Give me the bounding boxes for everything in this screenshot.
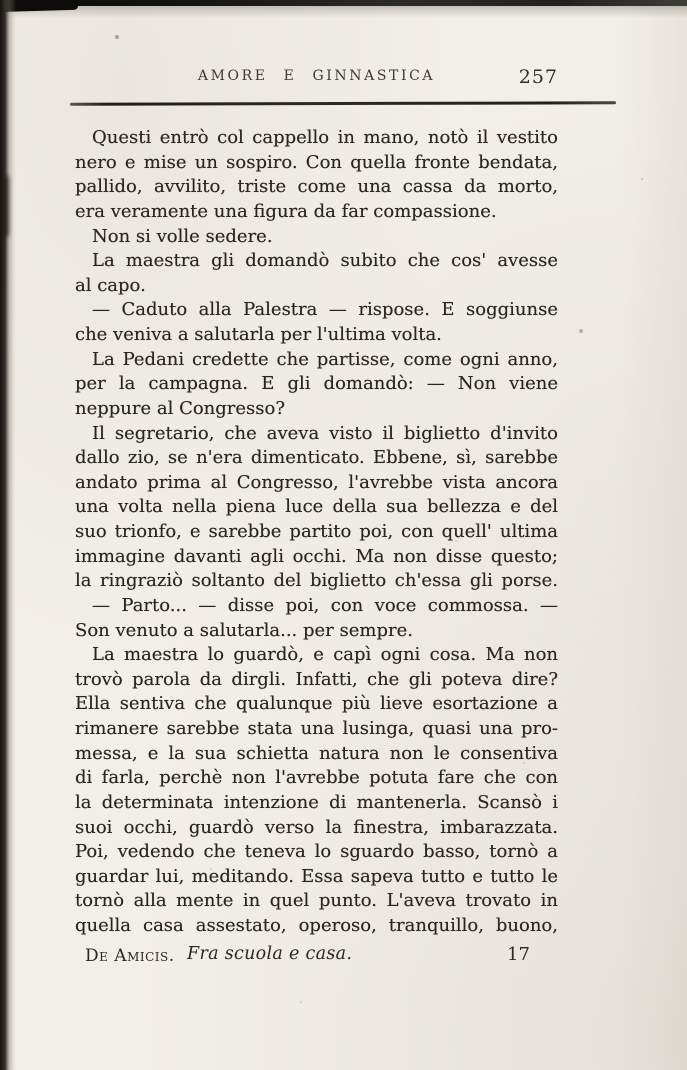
footer-work-title: Fra scuola e casa.	[187, 944, 353, 964]
text-line: La Pedani credette che partisse, come ogni anno,	[92, 348, 558, 370]
text-line: di farla, perchè non l'avrebbe potuta fare che con	[75, 767, 558, 789]
text-line: Son venuto a salutarla... per sempre.	[75, 619, 413, 641]
text-line: immagine davanti agli occhi. Ma non disse questo;	[75, 545, 558, 567]
text-line: Questi entrò col cappello in mano, notò il vestito	[92, 127, 558, 148]
header-rule	[70, 101, 616, 105]
text-line: neppure al Congresso?	[75, 397, 286, 419]
text-line: guardar lui, meditando. Essa sapeva tutto e tutto le	[75, 865, 558, 887]
text-line: quella casa assestato, operoso, tranquillo, buono,	[75, 915, 558, 936]
text-line: messa, e la sua schietta natura non le consentiva	[75, 742, 558, 764]
page-number: 257	[518, 66, 558, 88]
footer-author: De Amicis.	[85, 946, 175, 966]
body-text	[75, 126, 558, 939]
text-line: Poi, vedendo che teneva lo sguardo basso, tornò a	[75, 841, 558, 863]
text-line: che veniva a salutarla per l'ultima volta.	[75, 324, 442, 345]
text-line: suoi occhi, guardò verso la finestra, imbarazzata.	[75, 816, 558, 838]
signature-number: 17	[507, 944, 530, 965]
text-line: per la campagna. E gli domandò: — Non viene	[75, 373, 558, 395]
text-line: — Caduto alla Palestra — rispose. E soggiunse	[92, 299, 558, 321]
page-footer	[75, 944, 558, 972]
paper-specks	[0, 0, 2, 2]
text-line: al capo.	[75, 274, 146, 296]
text-line: La maestra lo guardò, e capì ogni cosa. Ma non	[92, 644, 558, 666]
scan-left-edge-blemish	[1, 175, 9, 237]
text-line: La maestra gli domandò subito che cos' avesse	[92, 250, 558, 272]
text-line: Ella sentiva che qualunque più lieve esortazione a	[75, 693, 558, 715]
text-line: la determinata intenzione di mantenerla. Scansò i	[75, 791, 558, 813]
text-line: rimanere sarebbe stata una lusinga, quasi una pro-	[75, 718, 558, 739]
text-line: dallo zio, se n'era dimenticato. Ebbene, sì, sarebbe	[75, 447, 558, 469]
text-line: nero e mise un sospiro. Con quella fronte bendata,	[75, 151, 558, 173]
text-line: trovò parola da dirgli. Infatti, che gli poteva dire?	[75, 668, 558, 690]
running-head	[75, 68, 558, 90]
text-line: una volta nella piena luce della sua bellezza e del	[75, 496, 558, 518]
text-line: tornò alla mente in quel punto. L'aveva trovato in	[75, 890, 558, 912]
text-line: era veramente una figura da far compassione.	[75, 200, 497, 222]
text-line: la ringraziò soltanto del biglietto ch'essa gli porse.	[75, 570, 558, 592]
text-line: andato prima al Congresso, l'avrebbe vista ancora	[75, 471, 558, 493]
text-line: Non si volle sedere.	[92, 225, 273, 247]
text-line: pallido, avvilito, triste come una cassa da morto,	[75, 176, 558, 198]
text-line: suo trionfo, e sarebbe partito poi, con quell' ultima	[75, 521, 558, 542]
scan-left-edge	[0, 0, 16, 1070]
running-title: AMORE E GINNASTICA	[197, 68, 436, 84]
scan-top-shadow	[0, 6, 687, 18]
text-line: — Parto... — disse poi, con voce commossa. —	[92, 594, 558, 616]
text-line: Il segretario, che aveva visto il biglietto d'invito	[92, 422, 558, 444]
